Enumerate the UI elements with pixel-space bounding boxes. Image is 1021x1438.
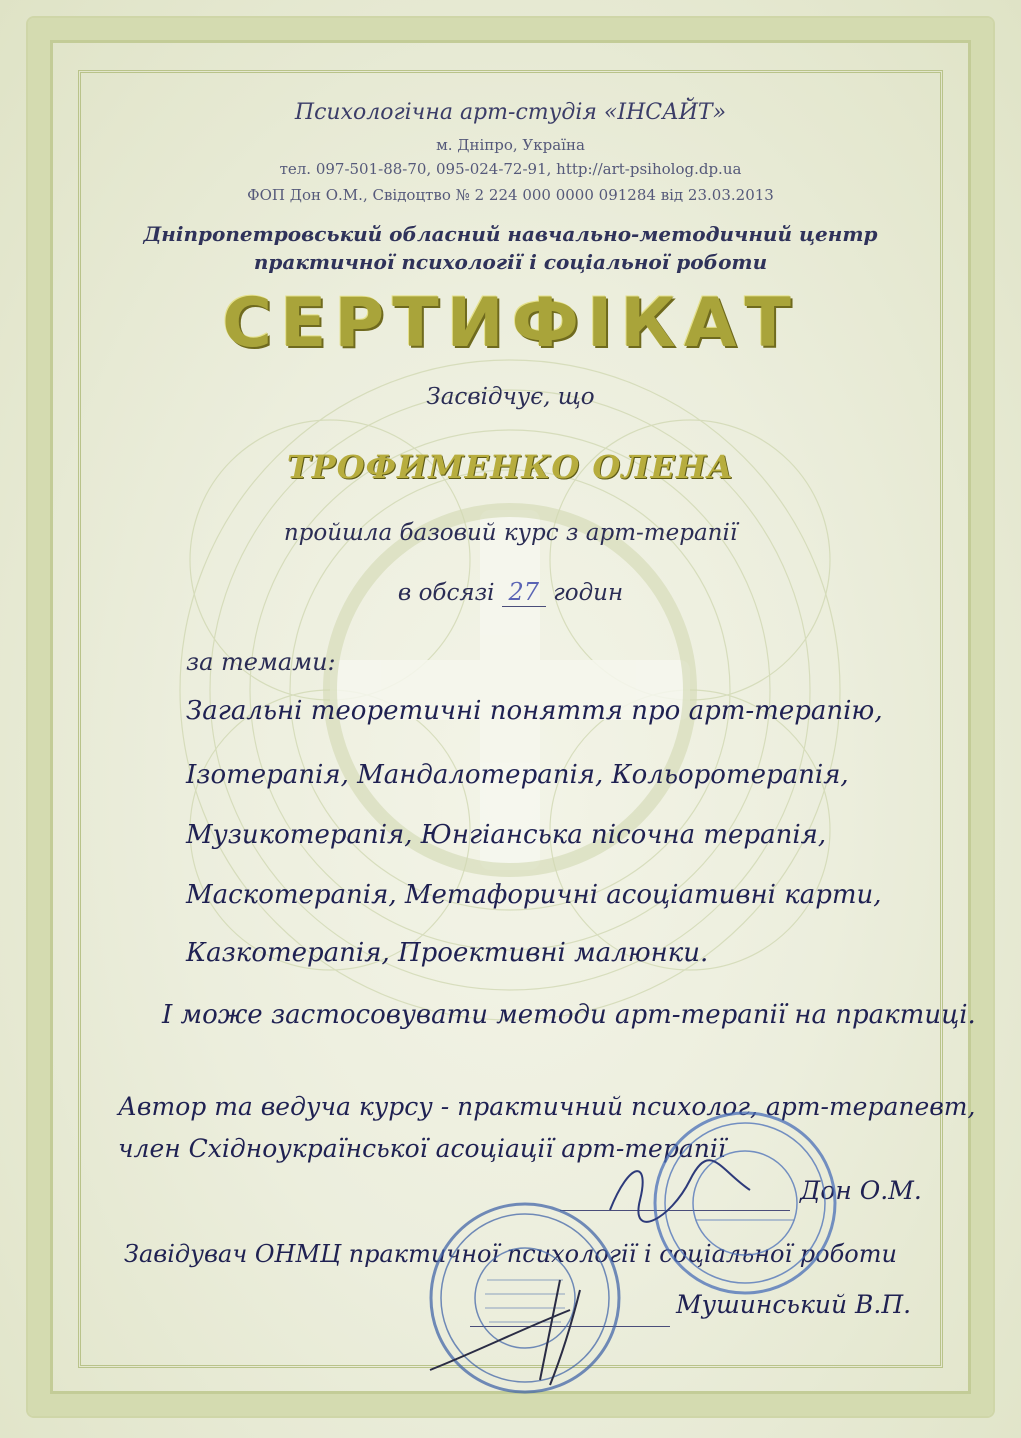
head-title: Завідувач ОНМЦ практичної психології і соціальної роботи [124, 1240, 897, 1268]
author-credentials-line2: член Східноукраїнської асоціації арт-терапії [118, 1134, 726, 1163]
studio-contacts: тел. 097-501-88-70, 095-024-72-91, http://art-psiholog.dp.ua [279, 160, 742, 178]
topics-label: за темами: [186, 648, 336, 676]
recipient-name: ТРОФИМЕНКО ОЛЕНА [286, 448, 735, 486]
topic-item: Загальні теоретичні поняття про арт-терапію, [186, 696, 883, 726]
author-signature [600, 1150, 760, 1230]
topic-item: Музикотерапія, Юнгіанська пісочна терапія, [186, 820, 827, 850]
hours-value: 27 [502, 578, 546, 607]
center-name-line2: практичної психології і соціальної роботи [253, 250, 768, 274]
certifies-text: Засвідчує, що [426, 384, 595, 410]
topic-item: Ізотерапія, Мандалотерапія, Кольоротерапія, [186, 760, 849, 790]
topic-item: Маскотерапія, Метафоричні асоціативні карти, [186, 880, 882, 910]
author-credentials-line1: Автор та ведуча курсу - практичний психолог, арт-терапевт, [118, 1092, 976, 1121]
volume-suffix: годин [553, 580, 624, 606]
volume-prefix: в обсязі [397, 580, 495, 606]
center-name-line1: Дніпропетровський обласний навчально-методичний центр [143, 222, 878, 246]
author-name: Дон О.М. [800, 1176, 922, 1205]
certificate-title: СЕРТИФІКАТ [222, 284, 799, 363]
course-volume [0, 578, 1021, 607]
head-signature [420, 1270, 630, 1390]
studio-city: м. Дніпро, Україна [436, 136, 585, 154]
head-name: Мушинський В.П. [676, 1290, 912, 1319]
topic-item: Казкотерапія, Проективні малюнки. [186, 938, 709, 968]
studio-registration: ФОП Дон О.М., Свідоцтво № 2 224 000 0000 091284 від 23.03.2013 [247, 186, 774, 204]
course-text: пройшла базовий курс з арт-терапії [283, 520, 738, 546]
studio-name: Психологічна арт-студія «ІНСАЙТ» [294, 100, 727, 125]
conclusion-text: І може застосовувати методи арт-терапії на практиці. [162, 1000, 976, 1030]
